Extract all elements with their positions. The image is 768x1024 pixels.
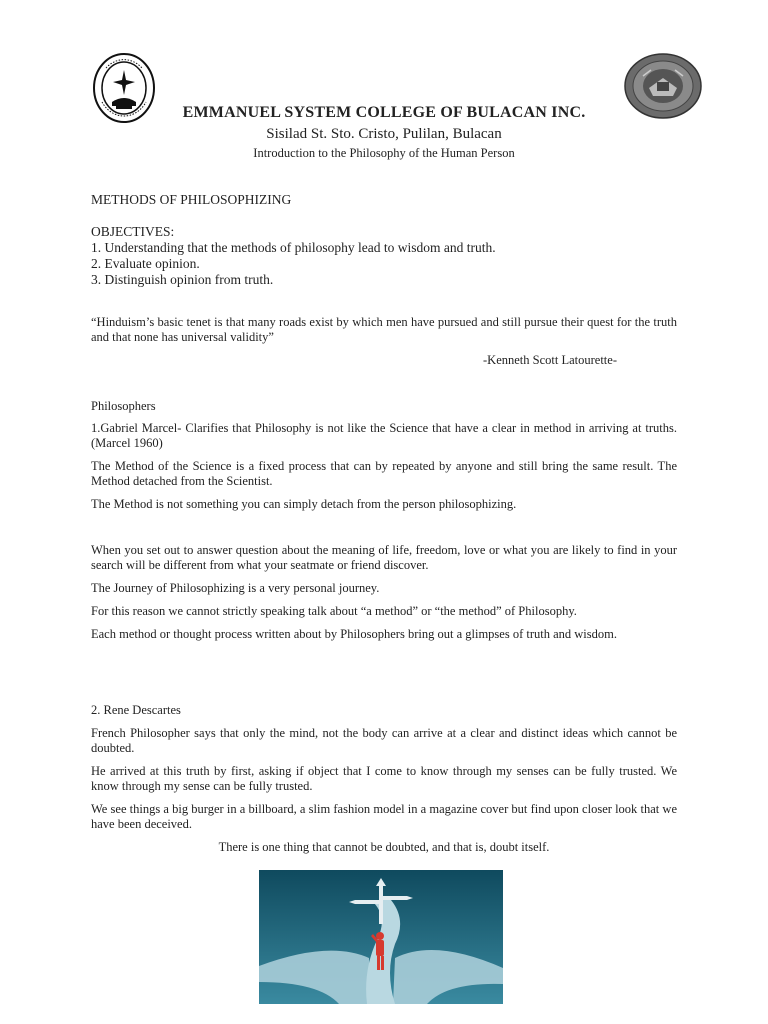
objective-item: 3. Distinguish opinion from truth. — [91, 272, 274, 287]
journey-section — [91, 543, 677, 642]
objectives-heading: OBJECTIVES: — [91, 224, 175, 239]
marcel-section — [91, 421, 677, 512]
paragraph: Each method or thought process written about by Philosophers bring out a glimpses of truth and wisdom. — [91, 627, 617, 641]
college-name: EMMANUEL SYSTEM COLLEGE OF BULACAN INC. — [182, 104, 586, 121]
paragraph: When you set out to answer question about the meaning of life, freedom, love or what you are likely to find in your search will be different from what your seatmate or friend discover. — [91, 543, 677, 572]
paragraph: For this reason we cannot strictly speaking talk about “a method” or “the method” of Philosophy. — [91, 604, 577, 618]
descartes-heading: 2. Rene Descartes — [91, 703, 181, 717]
descartes-section — [91, 726, 677, 832]
quote-text: “Hinduism’s basic tenet is that many roads exist by which men have pursued and still pursue their quest for the truth and that none has universal validity” — [91, 315, 677, 344]
paragraph: He arrived at this truth by first, asking if object that I come to know through my senses can be fully trusted. We know through my sense can be fully trusted. — [91, 764, 677, 793]
paragraph: The Journey of Philosophizing is a very personal journey. — [91, 581, 380, 595]
quote-author: -Kenneth Scott Latourette- — [483, 353, 617, 367]
crossroads-illustration — [259, 870, 503, 1004]
college-address: Sisilad St. Sto. Cristo, Pulilan, Bulacan — [266, 126, 502, 142]
paragraph: We see things a big burger in a billboard, a slim fashion model in a magazine cover but find upon closer look that we have been deceived. — [91, 802, 677, 831]
philosophers-heading: Philosophers — [91, 399, 156, 413]
objective-item: 1. Understanding that the methods of philosophy lead to wisdom and truth. — [91, 240, 496, 255]
paragraph: 1.Gabriel Marcel- Clarifies that Philosophy is not like the Science that have a clear in method in arriving at truths. (Marcel 1960) — [91, 421, 677, 450]
objectives — [91, 224, 496, 288]
course-title: Introduction to the Philosophy of the Human Person — [253, 146, 515, 160]
objective-item: 2. Evaluate opinion. — [91, 256, 200, 271]
paragraph: The Method is not something you can simply detach from the person philosophizing. — [91, 497, 517, 511]
quote-block — [91, 315, 677, 345]
paragraph: French Philosopher says that only the mind, not the body can arrive at a clear and distinct ideas which cannot be doubted. — [91, 726, 677, 755]
doubt-line: There is one thing that cannot be doubted, and that is, doubt itself. — [218, 840, 550, 854]
paragraph: The Method of the Science is a fixed process that can by repeated by anyone and still bring the same result. The Method detached from the Scientist. — [91, 459, 677, 488]
section-title: METHODS OF PHILOSOPHIZING — [91, 192, 292, 207]
